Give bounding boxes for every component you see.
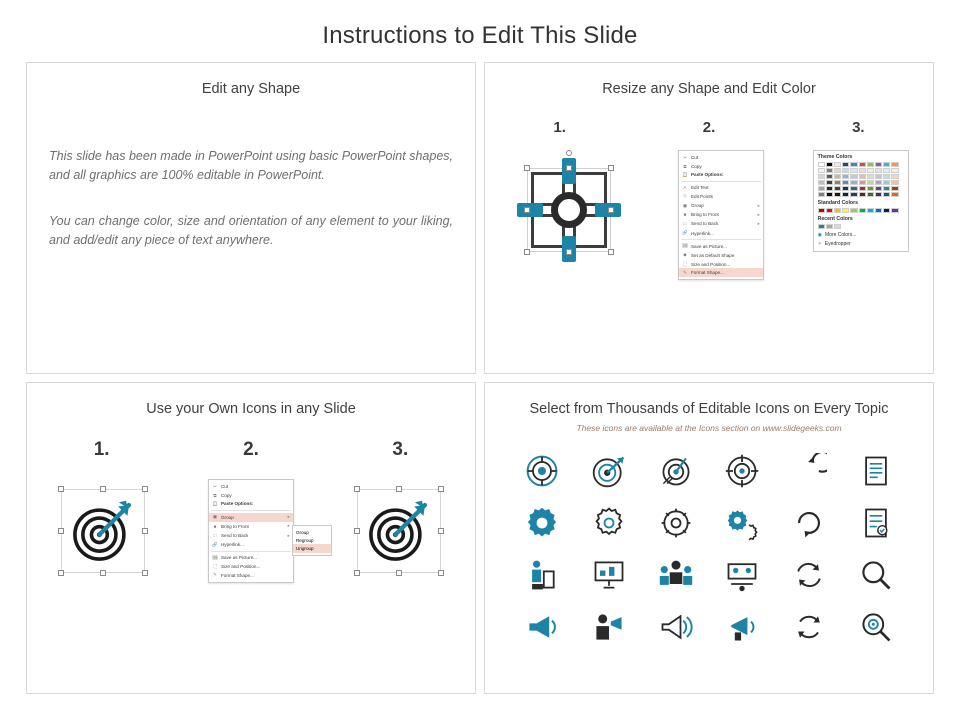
panel-subtitle: These icons are available at the Icons section on www.slidegeeks.com <box>576 423 842 433</box>
panel-title: Select from Thousands of Editable Icons on Every Topic <box>529 401 889 417</box>
gear-settings-icon[interactable] <box>658 505 694 541</box>
group-icon: ▣ <box>682 202 688 208</box>
menu-divider <box>681 239 761 240</box>
reload-arrow-icon[interactable] <box>791 505 827 541</box>
handle-bottom-center[interactable] <box>100 570 106 576</box>
target-dart-icon <box>67 495 139 567</box>
menu-item-send-to-back[interactable]: □ Send to Back ▸ <box>683 220 760 227</box>
menu-item-edit-text[interactable]: A Edit Text <box>683 185 709 191</box>
chevron-right-icon: ▸ <box>757 202 760 208</box>
chevron-right-icon: ▸ <box>287 532 290 538</box>
picture-icon: 🖼 <box>212 554 218 560</box>
menu-item-bring-to-front[interactable]: ■ Bring to Front ▸ <box>683 211 760 218</box>
eyedropper-button[interactable]: ✧ Eyedropper <box>817 241 851 247</box>
handle-top-left[interactable] <box>354 486 360 492</box>
color-swatch[interactable] <box>859 162 866 167</box>
color-swatch[interactable] <box>891 162 898 167</box>
palette-icon: ◉ <box>817 232 823 238</box>
color-picker-mock[interactable] <box>813 150 909 252</box>
theme-color-row[interactable] <box>818 168 904 173</box>
color-swatch[interactable] <box>867 174 874 179</box>
context-menu[interactable] <box>678 150 764 280</box>
gear-outline-icon[interactable] <box>591 505 627 541</box>
menu-item-format-shape[interactable]: ✎ Format Shape... <box>679 268 763 277</box>
target-bullseye-icon[interactable] <box>658 453 694 489</box>
color-swatch[interactable] <box>850 192 857 197</box>
color-swatch[interactable] <box>875 162 882 167</box>
panel-icon-library <box>484 382 934 694</box>
color-swatch[interactable] <box>859 174 866 179</box>
color-swatch[interactable] <box>818 162 825 167</box>
step-number: 3. <box>852 119 865 136</box>
menu-item-format-shape[interactable]: ✎ Format Shape... <box>213 572 254 578</box>
gears-pair-icon[interactable] <box>724 505 760 541</box>
link-icon: 🔗 <box>682 230 688 236</box>
color-swatch[interactable] <box>834 162 841 167</box>
recent-color-row[interactable] <box>818 224 904 229</box>
size-position-icon: ⛶ <box>683 261 687 267</box>
menu-item-copy[interactable]: ⧉ Copy <box>683 163 702 169</box>
checklist-icon[interactable] <box>858 505 894 541</box>
team-meeting-icon[interactable] <box>724 557 760 593</box>
color-swatch[interactable] <box>883 208 890 213</box>
size-position-icon: ⛶ <box>213 564 217 570</box>
color-swatch[interactable] <box>875 192 882 197</box>
theme-color-row[interactable] <box>818 162 904 167</box>
color-swatch[interactable] <box>875 208 882 213</box>
handle-top-right[interactable] <box>608 165 614 171</box>
panel-paragraph-2: You can change color, size and orientation of any element to your liking, and add/edit any piece of text anywhere. <box>49 213 453 248</box>
handle-bottom-center[interactable] <box>566 249 572 255</box>
color-swatch[interactable] <box>859 208 866 213</box>
color-swatch[interactable] <box>818 208 825 213</box>
icon-grid <box>509 447 909 651</box>
handle-bottom-right[interactable] <box>438 570 444 576</box>
group-context-menu-mock <box>208 479 314 583</box>
step-number: 2. <box>243 439 259 460</box>
panel-title: Use your Own Icons in any Slide <box>146 401 356 417</box>
format-shape-icon: ✎ <box>683 269 687 275</box>
send-back-icon: □ <box>683 221 687 227</box>
color-swatch[interactable] <box>826 208 833 213</box>
menu-item-hyperlink[interactable]: 🔗 Hyperlink... <box>682 230 714 236</box>
panel-title: Resize any Shape and Edit Color <box>602 81 816 97</box>
crosshair-icon[interactable] <box>724 453 760 489</box>
theme-color-row[interactable] <box>818 186 904 191</box>
target-arrow-icon[interactable] <box>591 453 627 489</box>
submenu-item-regroup[interactable]: Regroup <box>295 537 314 543</box>
color-swatch[interactable] <box>842 174 849 179</box>
color-swatch[interactable] <box>826 162 833 167</box>
color-swatch[interactable] <box>859 192 866 197</box>
step-number: 1. <box>553 119 566 136</box>
color-swatch[interactable] <box>826 180 833 185</box>
color-swatch[interactable] <box>883 162 890 167</box>
resize-shape-mock <box>509 150 629 268</box>
handle-middle-left[interactable] <box>524 207 530 213</box>
color-swatch[interactable] <box>891 174 898 179</box>
handle-top-left[interactable] <box>524 165 530 171</box>
edit-points-icon: ◇ <box>683 193 687 199</box>
send-back-icon: □ <box>213 533 217 539</box>
context-menu-mock <box>678 150 764 280</box>
color-swatch[interactable] <box>850 186 857 191</box>
color-swatch[interactable] <box>834 168 841 173</box>
color-swatch[interactable] <box>859 180 866 185</box>
submenu-item-group[interactable]: Group <box>295 529 309 535</box>
panel-edit-any-shape <box>26 62 476 374</box>
menu-divider <box>211 510 291 511</box>
handle-top-center[interactable] <box>566 165 572 171</box>
color-swatch[interactable] <box>867 180 874 185</box>
megaphone-icon[interactable] <box>524 609 560 645</box>
color-swatch[interactable] <box>850 174 857 179</box>
color-swatch[interactable] <box>883 174 890 179</box>
color-swatch[interactable] <box>842 180 849 185</box>
target-dart-icon[interactable] <box>524 453 560 489</box>
handle-bottom-center[interactable] <box>396 570 402 576</box>
chevron-right-icon: ▸ <box>287 523 290 529</box>
color-swatch[interactable] <box>891 192 898 197</box>
color-swatch[interactable] <box>834 174 841 179</box>
color-swatch[interactable] <box>834 186 841 191</box>
color-swatch[interactable] <box>859 186 866 191</box>
theme-colors-label: Theme Colors <box>817 154 853 160</box>
handle-top-left[interactable] <box>58 486 64 492</box>
document-list-icon[interactable] <box>858 453 894 489</box>
color-swatch[interactable] <box>891 168 898 173</box>
color-swatch[interactable] <box>818 186 825 191</box>
link-icon: 🔗 <box>212 541 218 547</box>
target-dart-selected-mock <box>55 483 151 579</box>
color-swatch[interactable] <box>818 168 825 173</box>
color-swatch[interactable] <box>867 192 874 197</box>
scissors-icon: ✂ <box>683 154 687 160</box>
handle-top-center[interactable] <box>100 486 106 492</box>
menu-item-copy[interactable]: ⧉ Copy <box>213 492 232 498</box>
step-number: 1. <box>93 439 110 460</box>
menu-item-set-default-shape[interactable]: ◆ Set as Default Shape <box>683 252 735 258</box>
handle-middle-left[interactable] <box>58 528 64 534</box>
standard-colors-label: Standard Colors <box>817 200 858 206</box>
presentation-people-icon[interactable] <box>591 557 627 593</box>
loudspeaker-icon[interactable] <box>658 609 694 645</box>
color-swatch[interactable] <box>842 208 849 213</box>
handle-top-center[interactable] <box>396 486 402 492</box>
color-swatch[interactable] <box>834 224 841 229</box>
color-swatch[interactable] <box>834 180 841 185</box>
color-swatch[interactable] <box>826 186 833 191</box>
color-swatch[interactable] <box>850 208 857 213</box>
picture-icon: 🖼 <box>682 243 688 249</box>
color-swatch[interactable] <box>826 224 833 229</box>
recent-colors-label: Recent Colors <box>817 216 853 222</box>
menu-item-edit-points[interactable]: ◇ Edit Points <box>683 193 713 199</box>
handle-middle-left[interactable] <box>354 528 360 534</box>
color-swatch[interactable] <box>891 180 898 185</box>
context-menu[interactable] <box>208 479 294 583</box>
panel-own-icons <box>26 382 476 694</box>
handle-bottom-right[interactable] <box>142 570 148 576</box>
rotate-handle[interactable] <box>566 150 572 156</box>
bring-front-icon: ■ <box>213 523 217 529</box>
menu-item-group[interactable]: ▣ Group ▸ <box>209 513 293 522</box>
arrow-arm-left <box>517 203 543 217</box>
color-swatch[interactable] <box>883 192 890 197</box>
copy-icon: ⧉ <box>213 492 217 498</box>
step-number: 3. <box>392 439 409 460</box>
color-swatch[interactable] <box>850 180 857 185</box>
color-swatch[interactable] <box>867 186 874 191</box>
color-swatch[interactable] <box>842 162 849 167</box>
target-magnifier-icon[interactable] <box>858 609 894 645</box>
color-swatch[interactable] <box>875 186 882 191</box>
handle-middle-right[interactable] <box>142 528 148 534</box>
chevron-right-icon: ▸ <box>757 220 760 226</box>
color-swatch[interactable] <box>875 168 882 173</box>
bring-front-icon: ■ <box>683 212 687 218</box>
color-swatch[interactable] <box>818 224 825 229</box>
step-number-row <box>27 439 475 461</box>
magnifier-icon[interactable] <box>858 557 894 593</box>
color-swatch[interactable] <box>818 192 825 197</box>
color-swatch[interactable] <box>875 174 882 179</box>
screenshot-row <box>485 150 933 280</box>
color-swatch[interactable] <box>883 186 890 191</box>
more-colors-button[interactable]: ◉ More Colors... <box>817 232 857 238</box>
recycle-arrows-icon[interactable] <box>791 609 827 645</box>
color-swatch[interactable] <box>834 192 841 197</box>
menu-item-send-to-back[interactable]: □ Send to Back ▸ <box>213 532 290 539</box>
color-swatch[interactable] <box>883 168 890 173</box>
bullhorn-icon[interactable] <box>724 609 760 645</box>
panel-grid <box>26 62 934 694</box>
handle-top-right[interactable] <box>142 486 148 492</box>
menu-item-cut[interactable]: ✂ Cut <box>683 154 699 161</box>
menu-item-cut[interactable]: ✂ Cut <box>213 483 229 490</box>
color-swatch[interactable] <box>842 186 849 191</box>
menu-divider <box>681 181 761 182</box>
page-title: Instructions to Edit This Slide <box>322 22 638 49</box>
menu-item-bring-to-front[interactable]: ■ Bring to Front ▸ <box>213 523 290 529</box>
handle-middle-right[interactable] <box>608 207 614 213</box>
menu-item-group[interactable]: ▣ Group ▸ <box>682 202 760 209</box>
paste-icon: 📋 <box>212 500 218 506</box>
theme-color-row[interactable] <box>818 174 904 179</box>
theme-color-row[interactable] <box>818 192 904 197</box>
format-shape-icon: ✎ <box>213 572 217 578</box>
menu-item-save-as-picture[interactable]: 🖼 Save as Picture... <box>682 243 727 249</box>
menu-item-hyperlink[interactable]: 🔗 Hyperlink... <box>212 541 244 548</box>
eyedropper-icon: ✧ <box>817 241 822 247</box>
step-number: 2. <box>702 119 716 136</box>
color-swatch[interactable] <box>875 180 882 185</box>
gear-teal-icon[interactable] <box>524 505 560 541</box>
group-icon: ▣ <box>212 514 218 520</box>
handle-bottom-right[interactable] <box>608 249 614 255</box>
target-dart-icon <box>363 495 435 567</box>
menu-item-size-and-position[interactable]: ⛶ Size and Position... <box>683 261 731 267</box>
color-swatch[interactable] <box>891 186 898 191</box>
submenu-item-ungroup[interactable]: Ungroup <box>293 544 331 552</box>
sync-circle-icon[interactable] <box>791 557 827 593</box>
menu-item-paste-options[interactable]: 📋 Paste Options: <box>212 500 254 507</box>
color-swatch[interactable] <box>859 168 866 173</box>
handle-bottom-left[interactable] <box>524 249 530 255</box>
handle-bottom-left[interactable] <box>354 570 360 576</box>
menu-item-save-as-picture[interactable]: 🖼 Save as Picture... <box>212 554 257 561</box>
standard-color-row[interactable] <box>818 208 904 213</box>
color-swatch[interactable] <box>834 208 841 213</box>
step-number-row <box>485 119 933 136</box>
color-swatch[interactable] <box>883 180 890 185</box>
refresh-arrow-icon[interactable] <box>791 453 827 489</box>
default-shape-icon: ◆ <box>683 252 687 258</box>
handle-bottom-left[interactable] <box>58 570 64 576</box>
theme-color-row[interactable] <box>818 180 904 185</box>
handle-middle-right[interactable] <box>438 528 444 534</box>
copy-icon: ⧉ <box>683 163 687 169</box>
target-dart-ungrouped-mock <box>351 483 447 579</box>
screenshot-row <box>27 479 475 583</box>
chevron-right-icon: ▸ <box>757 211 760 217</box>
menu-divider <box>211 551 291 552</box>
color-swatch[interactable] <box>826 174 833 179</box>
handle-top-right[interactable] <box>438 486 444 492</box>
paste-icon: 📋 <box>682 171 688 177</box>
chevron-right-icon: ▸ <box>287 514 290 520</box>
color-swatch[interactable] <box>867 168 874 173</box>
menu-item-size-and-position[interactable]: ⛶ Size and Position... <box>213 564 261 570</box>
arrow-arm-up <box>562 158 576 184</box>
panel-resize-shape <box>484 62 934 374</box>
color-swatch[interactable] <box>867 208 874 213</box>
panel-paragraph-1: This slide has been made in PowerPoint using basic PowerPoint shapes, and all graphics are 100% editable in PowerPoint. <box>49 149 453 183</box>
menu-item-paste-options[interactable]: 📋 Paste Options: <box>682 171 724 178</box>
color-swatch[interactable] <box>826 168 833 173</box>
person-podium-icon[interactable] <box>524 557 560 593</box>
color-swatch[interactable] <box>842 168 849 173</box>
group-people-icon[interactable] <box>658 557 694 593</box>
panel-title: Edit any Shape <box>201 81 301 97</box>
color-swatch[interactable] <box>842 192 849 197</box>
person-speaking-icon[interactable] <box>591 609 627 645</box>
color-swatch[interactable] <box>850 162 857 167</box>
color-swatch[interactable] <box>818 180 825 185</box>
color-swatch[interactable] <box>891 208 898 213</box>
scissors-icon: ✂ <box>213 483 217 489</box>
color-swatch[interactable] <box>826 192 833 197</box>
color-swatch[interactable] <box>867 162 874 167</box>
color-swatch[interactable] <box>850 168 857 173</box>
color-swatch[interactable] <box>818 174 825 179</box>
group-submenu[interactable] <box>292 525 332 556</box>
edit-text-icon: A <box>683 185 687 191</box>
